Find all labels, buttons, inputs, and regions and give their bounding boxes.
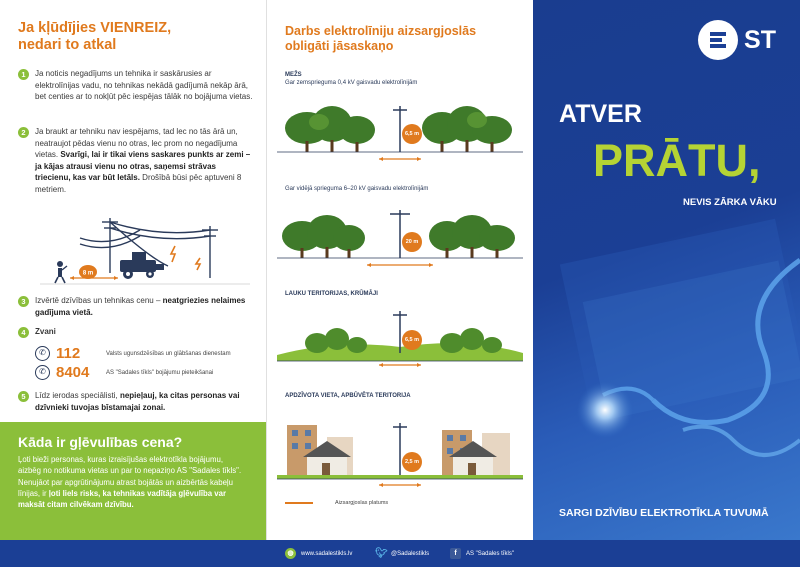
- footer-bar: [0, 540, 800, 567]
- section-subheading: Gar zemsprieguma 0,4 kV gaisvadu elektrolīnijām: [285, 80, 418, 86]
- step-4: [18, 326, 253, 338]
- panel-cover: [533, 0, 800, 540]
- cover-tagline: SARGI DZĪVĪBU ELEKTROTĪKLA TUVUMĀ: [559, 507, 769, 519]
- phone-row-112: [35, 345, 231, 362]
- phone-number: 8404: [56, 364, 90, 381]
- step-2: [18, 126, 253, 195]
- forest-scene-mediumvoltage: [277, 202, 523, 272]
- footer-twitter[interactable]: [375, 548, 429, 559]
- cost-box: [0, 422, 266, 540]
- section-heading: LAUKU TERITORIJAS, KRŪMĀJI: [285, 291, 378, 297]
- cost-text: Ļoti bieži personas, kuras izraisījušas elektrotīkla bojājumu, aizbēg no notikuma vietas un par to nepaziņo AS "Sadales tīkls". Nenujāot par apgrūtinājumu atrast bojātās un aizbērtās kabeļu līnijas, ir ļoti liels risks, ka tehnikas vadītāja gļēvulība var maksāt citam cilvēkam dzīvību.: [18, 455, 242, 510]
- panel1-title: Ja kļūdījies VIENREIZ, nedari to atkal: [18, 20, 172, 53]
- facebook-link[interactable]: AS "Sadales tīkls": [466, 550, 514, 557]
- step-text: Ja noticis negadījums un tehnika ir saskārusies ar elektrolīnijas vadu, no tehnikas nekādā gadījumā nekāp ārā, bet centies ar to nokļūt pēc iespējas tālāk no bojājuma vietas.: [35, 69, 253, 101]
- distance-badge: 6,5 m: [402, 330, 422, 350]
- panel2-title: Darbs elektrolīniju aizsargjoslās obligāti jāsaskaņo: [285, 24, 477, 53]
- phone-icon: ✆: [35, 365, 50, 380]
- step-text: Zvani: [35, 327, 56, 336]
- twitter-link[interactable]: @Sadalestikls: [391, 550, 430, 557]
- distance-badge: 20 m: [402, 232, 422, 252]
- step-number: 2: [18, 127, 29, 138]
- step-number: 4: [18, 327, 29, 338]
- cost-title: Kāda ir gļēvulības cena?: [18, 434, 183, 450]
- cable-illustration: [533, 0, 800, 540]
- twitter-icon: 🐦︎: [375, 548, 388, 559]
- headline-pratu: PRĀTU,: [593, 135, 761, 186]
- website-link[interactable]: www.sadalestikls.lv: [301, 550, 353, 557]
- step-text: Ja braukt ar tehniku nav iespējams, tad lec no tās ārā un, neatraujot pēdas vienu no otras, lec prom no negadījuma vietas. Svarīgi, lai ir tikai viens saskares punkts ar zemi – ja kājas atrausi vienu no otras, saņemsi strāvas triecienu, kas var būt letāls. Drošībā būsi pēc aptuveni 8 metriem.: [35, 127, 251, 194]
- logo-text: ST: [744, 25, 776, 54]
- distance-badge: 2,5 m: [402, 452, 422, 472]
- phone-number: 112: [56, 345, 81, 362]
- footer-website[interactable]: [285, 548, 352, 559]
- step-3: [18, 295, 253, 318]
- section-heading: MEŽS: [285, 72, 302, 78]
- step-number: 5: [18, 391, 29, 402]
- facebook-icon: f: [450, 548, 461, 559]
- panel-protection-zones: [267, 0, 533, 540]
- globe-icon: ◍: [285, 548, 296, 559]
- phone-row-8404: [35, 364, 213, 381]
- legend: [285, 500, 388, 506]
- logo-mark-icon: [698, 20, 738, 60]
- step-5: [18, 390, 253, 413]
- forest-scene-lowvoltage: [277, 96, 523, 166]
- distance-label: 8 m: [82, 270, 94, 277]
- phone-icon: ✆: [35, 346, 50, 361]
- company-logo: [698, 20, 776, 60]
- rural-scene: [277, 305, 523, 370]
- step-1: [18, 68, 253, 103]
- step-number: 1: [18, 69, 29, 80]
- harvester-accident-illustration: [40, 208, 250, 290]
- section-heading: APDZĪVOTA VIETA, APBŪVĒTA TERITORIJA: [285, 393, 411, 399]
- distance-badge: 6,5 m: [402, 124, 422, 144]
- section-subheading: Gar vidējā sprieguma 6–20 kV gaisvadu elektrolīnijām: [285, 186, 429, 192]
- town-scene: [277, 415, 523, 490]
- panel-safety-steps: [0, 0, 266, 540]
- step-text: Izvērtē dzīvības un tehnikas cenu – neatgriezies nelaimes gadījuma vietā.: [35, 296, 246, 317]
- headline-subtitle: NEVIS ZĀRKA VĀKU: [683, 197, 777, 208]
- phone-description: Valsts ugunsdzēsības un glābšanas dienestam: [106, 350, 231, 357]
- legend-label: Aizsargjoslas platums: [335, 500, 389, 506]
- legend-arrow-icon: [285, 502, 313, 504]
- step-text: Līdz ierodas speciālisti, nepieļauj, ka citas personas vai dzīvnieki tuvojas bīstamajai zonai.: [35, 391, 240, 412]
- phone-description: AS "Sadales tīkls" bojājumu pieteikšanai: [106, 369, 214, 376]
- step-number: 3: [18, 296, 29, 307]
- headline-atver: ATVER: [559, 100, 642, 128]
- footer-facebook[interactable]: [450, 548, 514, 559]
